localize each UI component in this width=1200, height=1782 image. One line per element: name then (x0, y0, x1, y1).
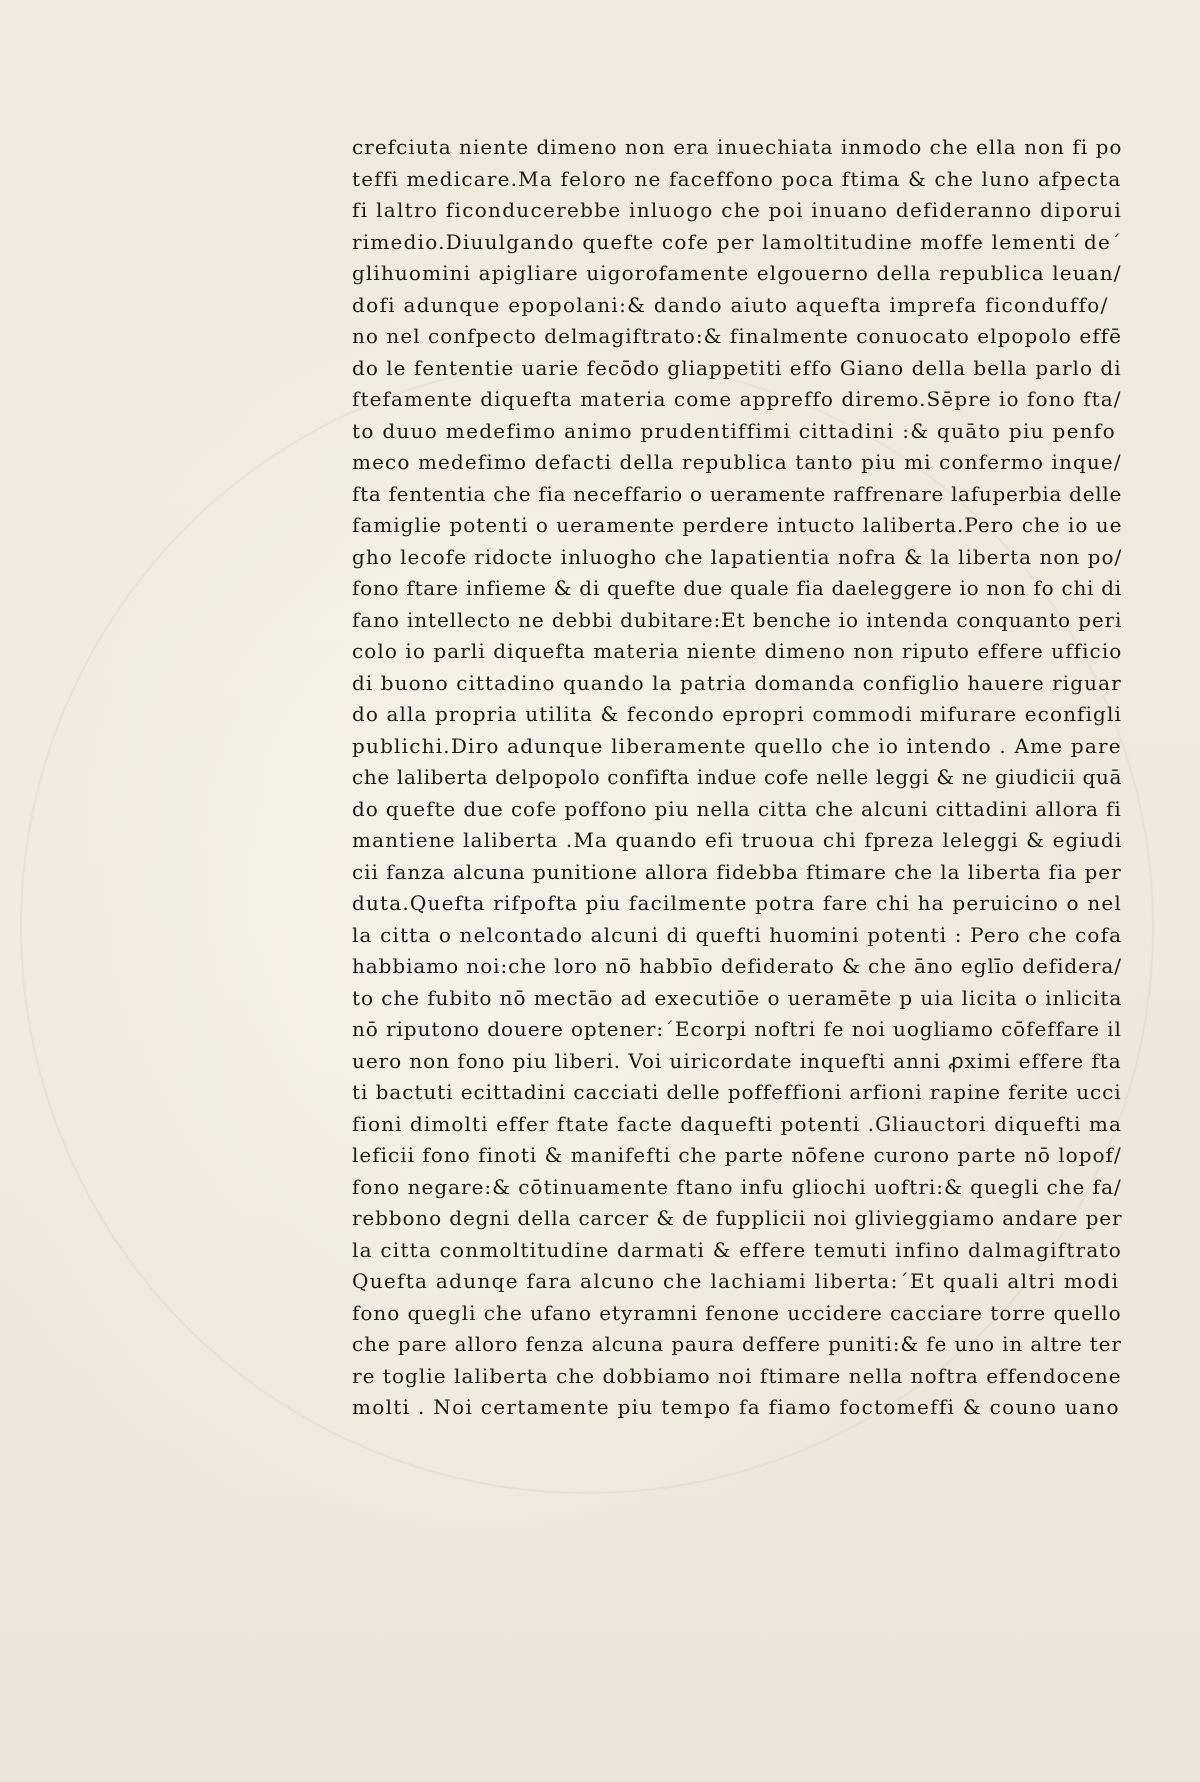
text-line: fono ftare infieme & di quefte due quale fia daeleggere io non fo chi di (352, 576, 1122, 600)
text-line: ti bactuti ecittadini cacciati delle poffeffioni arfioni rapine ferite ucci (352, 1080, 1122, 1104)
text-line: leficii fono finoti & manifefti che parte nōfene curono parte nō lopof/ (352, 1143, 1122, 1167)
text-line: fta fententia che fia neceffario o ueramente raffrenare lafuperbia delle (352, 481, 1122, 506)
text-line: ftefamente diquefta materia come appreffo diremo.Sēpre io fono fta/ (352, 387, 1122, 411)
text-line: to che fubito nō mectāo ad executiōe o ueramēte p uia licita o inlicita (352, 985, 1122, 1010)
text-line: molti . Noi certamente piu tempo fa fiamo foctomeffi & couno uano (352, 1395, 1120, 1419)
text-line: famiglie potenti o ueramente perdere intucto laliberta.Pero che io ue (352, 513, 1122, 537)
text-line: nō riputono douere optener:´Ecorpi noftri fe noi uogliamo cōfeffare il (352, 1017, 1122, 1041)
text-line: gho lecofe ridocte inluogho che lapatientia nofra & la liberta non po/ (352, 544, 1122, 569)
text-line: re toglie laliberta che dobbiamo noi ftimare nella noftra effendocene (352, 1363, 1122, 1388)
text-line: dofi adunque epopolani:& dando aiuto aquefta imprefa ficonduffo/ (352, 292, 1109, 317)
text-line: che pare alloro fenza alcuna paura deffere puniti:& fe uno in altre ter (352, 1332, 1122, 1356)
text-column (352, 132, 1122, 1424)
text-line: la citta conmoltitudine darmati & effere temuti infino dalmagiftrato (352, 1237, 1122, 1262)
text-line: crefciuta niente dimeno non era inuechiata inmodo che ella non fi po (352, 135, 1122, 159)
text-line: duta.Quefta rifpofta piu facilmente potra fare chi ha peruicino o nel (352, 891, 1122, 915)
text-line: rimedio.Diuulgando quefte cofe per lamoltitudine moffe lementi de´ (352, 229, 1122, 254)
text-line: no nel confpecto delmagiftrato:& finalmente conuocato elpopolo effē (352, 324, 1122, 348)
text-line: teffi medicare.Ma feloro ne faceffono poca ftima & che luno afpecta (352, 166, 1122, 191)
text-line: do le fententie uarie fecōdo gliappetiti effo Giano della bella parlo di (352, 355, 1122, 380)
text-line: meco medefimo defacti della republica tanto piu mi confermo inque/ (352, 450, 1122, 474)
text-line: habbiamo noi:che loro nō habbīo defiderato & che āno eglīo defidera/ (352, 954, 1122, 978)
text-line: che laliberta delpopolo confifta indue cofe nelle leggi & ne giudicii quā (352, 765, 1122, 789)
text-line: uero non fono piu liberi. Voi uiricordate inquefti anni ꝓximi effere fta (352, 1048, 1122, 1073)
text-line: mantiene laliberta .Ma quando efi truoua chi fpreza leleggi & egiudi (352, 828, 1122, 852)
text-line: colo io parli diquefta materia niente dimeno non riputo effere ufficio (352, 639, 1122, 663)
text-line: fioni dimolti effer ftate facte daquefti potenti .Gliauctori diquefti ma (352, 1111, 1122, 1136)
text-line: do quefte due cofe poffono piu nella citta che alcuni cittadini allora fi (352, 796, 1122, 821)
text-line: fono negare:& cōtinuamente ftano infu gliochi uoftri:& quegli che fa/ (352, 1174, 1122, 1199)
text-line: to duuo medefimo animo prudentiffimi cittadini :& quāto piu penfo (352, 418, 1116, 443)
text-line: fono quegli che ufano etyramni fenone uccidere cacciare torre quello (352, 1300, 1122, 1325)
text-line: cii fanza alcuna punitione allora fidebba ftimare che la liberta fia per (352, 859, 1122, 884)
text-line: rebbono degni della carcer & de fupplicii noi glivieggiamo andare per (352, 1206, 1122, 1230)
text-line: do alla propria utilita & fecondo epropri commodi mifurare econfigli (352, 702, 1122, 726)
text-line: Quefta adunqe fara alcuno che lachiami liberta:´Et quali altri modi (352, 1269, 1120, 1293)
text-line: publichi.Diro adunque liberamente quello che io intendo . Ame pare (352, 733, 1122, 758)
text-line: glihuomini apigliare uigorofamente elgouerno della republica leuan/ (352, 261, 1122, 285)
text-line: fi laltro ficonducerebbe inluogo che poi inuano defideranno diporui (352, 198, 1122, 222)
text-line: di buono cittadino quando la patria domanda configlio hauere riguar (352, 670, 1122, 695)
text-line: la citta o nelcontado alcuni di quefti huomini potenti : Pero che cofa (352, 922, 1122, 947)
text-line: fano intellecto ne debbi dubitare:Et benche io intenda conquanto peri (352, 607, 1122, 632)
